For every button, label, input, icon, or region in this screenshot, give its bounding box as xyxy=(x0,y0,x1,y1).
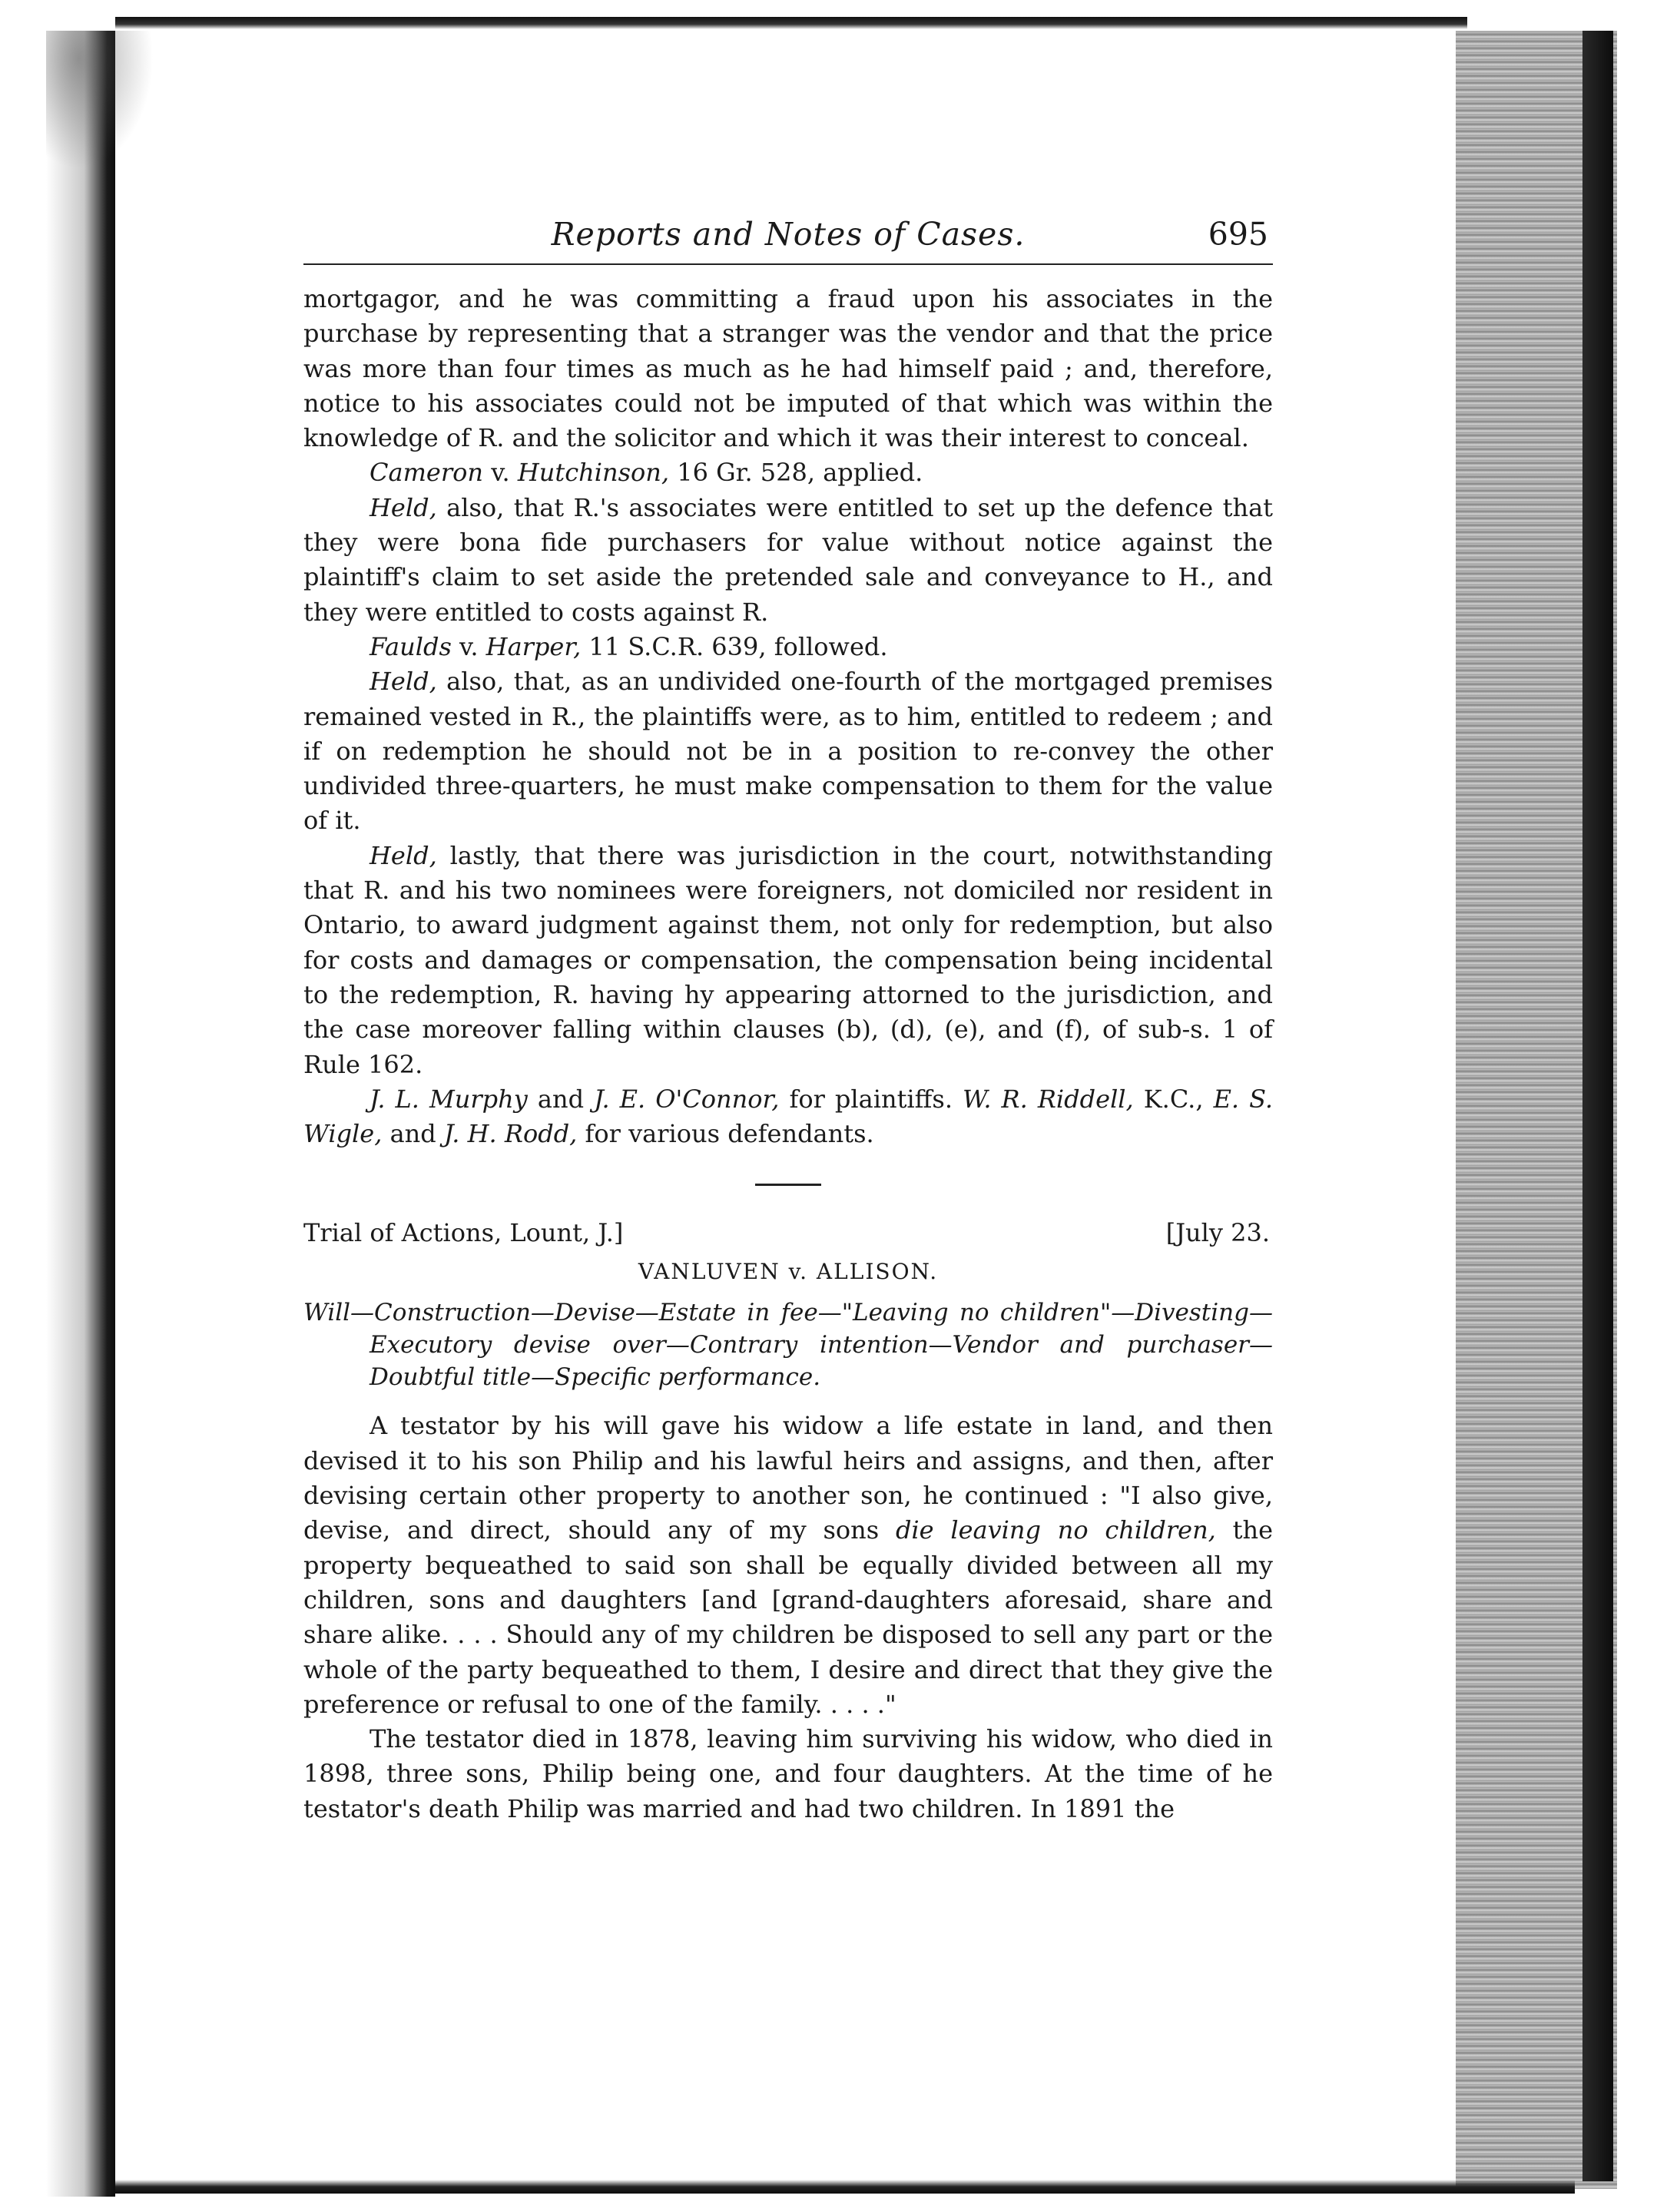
scan-corner-shadow xyxy=(46,31,154,169)
section-divider xyxy=(755,1184,821,1186)
held-paragraph: Held, also, that, as an undivided one-fourth of the mortgaged premises remained vested in R., the plaintiffs were, as to him, entitled to redeem ; and if on redemption he should not be in a position to re-convey the other undivided three-quarters, he must make compensation to them for the value of it. xyxy=(303,667,1273,836)
paragraph: A testator by his will gave his widow a life estate in land, and then devised it to his son Philip and his lawful heirs and assigns, and then, after devising certain other property to another son, he continued : "I also give, devise, and direct, should any of my sons die leaving no children, the property bequeathed to said son shall be equally divided between all my children, sons and daughters [and [grand-daughters aforesaid, share and share alike. . . . Should any of my children be disposed to sell any part or the whole of the party bequeathed to them, I desire and direct that they give the preference or refusal to one of the family. . . . ." xyxy=(303,1411,1274,1719)
counsel-name: W. R. Riddell, xyxy=(963,1084,1134,1114)
scan-edge-top xyxy=(115,17,1467,29)
counsel-name: J. H. Rodd, xyxy=(443,1119,578,1149)
held-paragraph: Held, lastly, that there was jurisdiction in the court, notwithstanding that R. and his two nominees were foreigners, not domiciled nor resident in Ontario, to award judgment against them, not only for redemption, but also for costs and damages or compensation, the compensation being incidental to the redemption, R. having hy appearing attorned to the jurisdiction, and the case moreover falling within clauses (b), (d), (e), and (f), of sub-s. 1 of Rule 162. xyxy=(303,840,1273,1079)
case-date: [July 23. xyxy=(1165,1218,1270,1248)
case-title: VANLUVEN v. ALLISON. xyxy=(638,1259,939,1285)
court-line xyxy=(303,1215,1273,1250)
paragraph: mortgagor, and he was committing a fraud upon his associates in the purchase by representing that a stranger was the vendor and that the price was more than four times as much as he had himself paid ; and, therefore, notice to his associates could not be imputed of that which was within the knowledge of R. and the solicitor and which it was their interest to conceal. xyxy=(303,284,1273,453)
case-citation: Cameron v. Hutchinson, 16 Gr. 528, applied. xyxy=(370,458,923,488)
headnote: Will—Construction—Devise—Estate in fee—"Leaving no children"—Divesting—Executory devise over—Contrary intention—Vendor and purchaser—Doubtful title—Specific performance. xyxy=(303,1299,1273,1392)
paragraph: The testator died in 1878, leaving him surviving his widow, who died in 1898, three sons, Philip being one, and four daughters. At the time of he testator's death Philip was married and had two children. In 1891 the xyxy=(303,1724,1273,1823)
held-label: Held, xyxy=(370,492,437,522)
case-name: Faulds xyxy=(370,631,452,661)
counsel-name: J. L. Murphy xyxy=(370,1084,528,1114)
counsel-name: E. S. Wigle, xyxy=(303,1084,1274,1149)
running-head xyxy=(303,211,1273,265)
emphasis: die leaving no children, xyxy=(895,1515,1216,1545)
page-number: 695 xyxy=(1208,216,1268,253)
held-label: Held, xyxy=(370,840,437,870)
book-page xyxy=(303,211,1273,1826)
case-name: Cameron xyxy=(370,458,484,488)
scan-edge-bottom xyxy=(115,2180,1575,2194)
held-paragraph: Held, also, that R.'s associates were entitled to set up the defence that they were bona fide purchasers for value without notice against the plaintiff's claim to set aside the pretended sale and conveyance to H., and they were entitled to costs against R. xyxy=(303,492,1273,627)
counsel-paragraph: J. L. Murphy and J. E. O'Connor, for plaintiffs. W. R. Riddell, K.C., E. S. Wigle, and J. H. Rodd, for various defendants. xyxy=(303,1084,1274,1149)
held-label: Held, xyxy=(370,667,437,697)
court-name: Trial of Actions, Lount, J.] xyxy=(303,1218,624,1248)
scan-edge-left xyxy=(46,31,115,2197)
case-citation: Faulds v. Harper, 11 S.C.R. 639, followed. xyxy=(370,631,888,661)
case-name: Hutchinson, xyxy=(517,458,670,488)
scan-binding-shadow xyxy=(1582,31,1613,2181)
case-name: Harper, xyxy=(486,631,582,661)
running-title: Reports and Notes of Cases. xyxy=(551,216,1026,253)
counsel-name: J. E. O'Connor, xyxy=(594,1084,780,1114)
